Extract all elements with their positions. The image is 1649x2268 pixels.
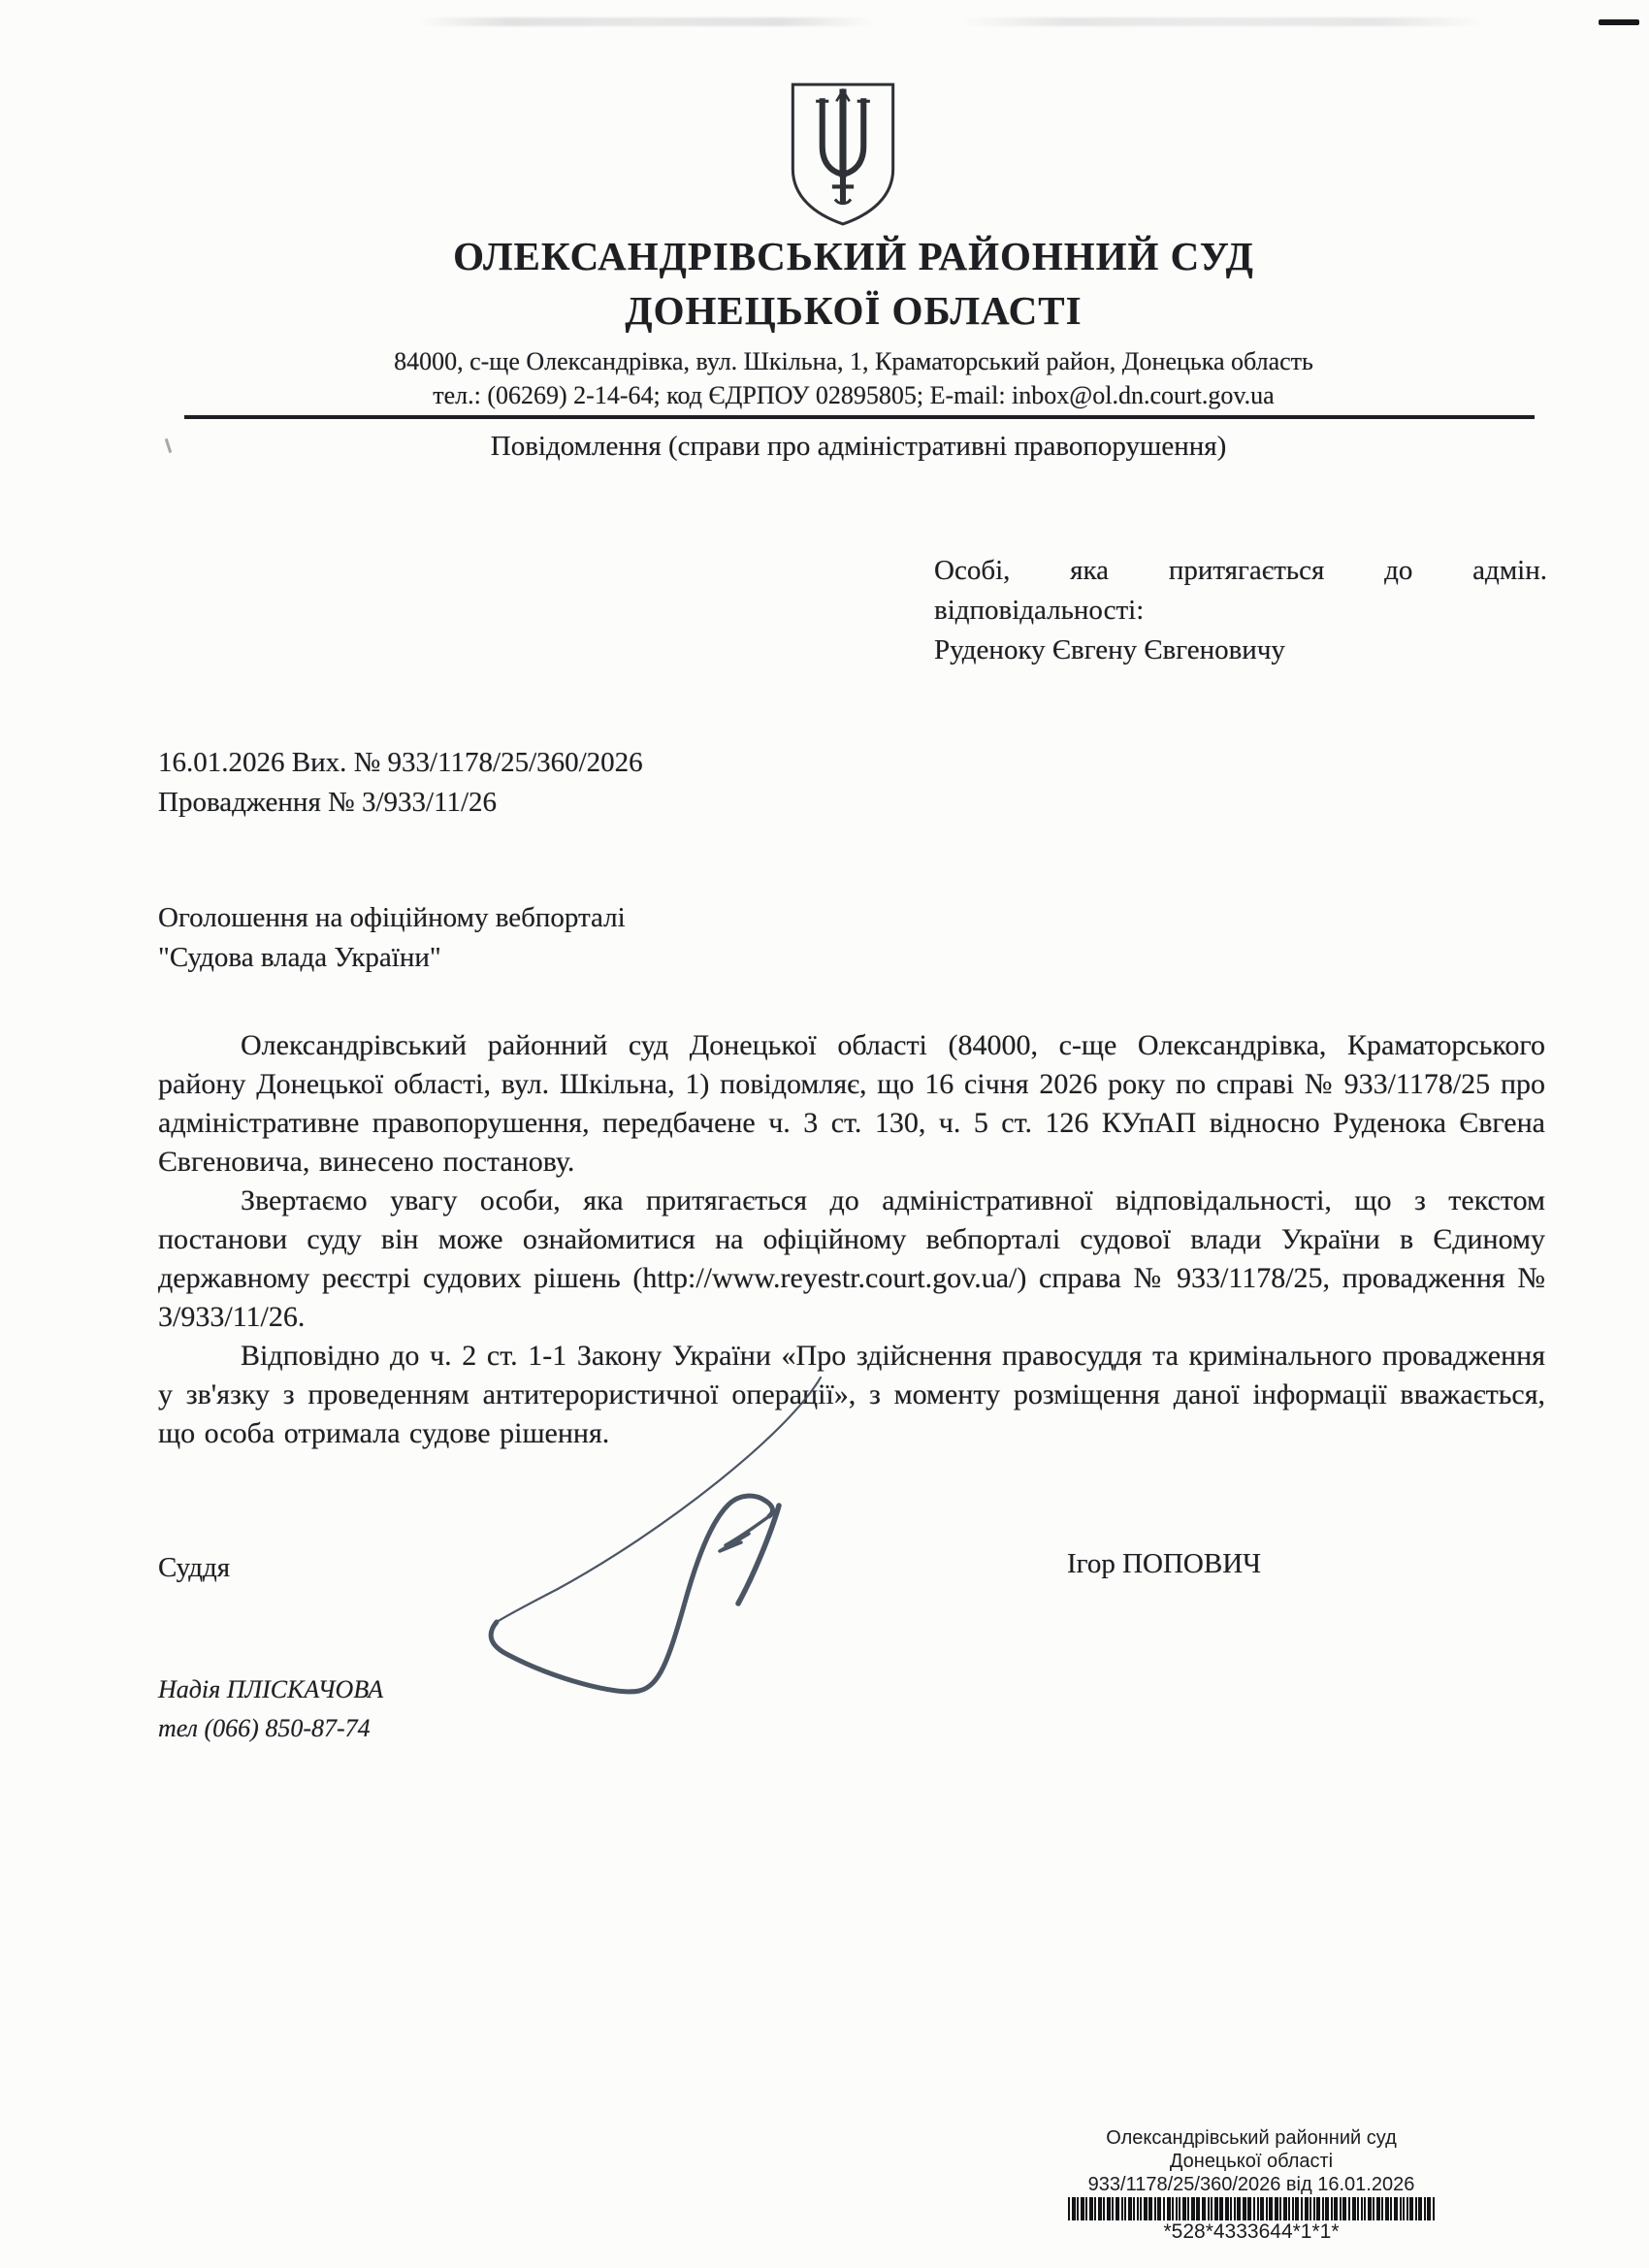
court-contacts-line: тел.: (06269) 2-14-64; код ЄДРПОУ 02895805; E-mail: inbox@ol.dn.court.gov.ua bbox=[433, 381, 1275, 409]
outgoing-number-line: 16.01.2026 Вих. № 933/1178/25/360/2026 bbox=[158, 747, 643, 778]
assistant-block bbox=[158, 1670, 383, 1748]
assistant-name: Надія ПЛІСКАЧОВА bbox=[158, 1675, 384, 1703]
court-letterhead bbox=[175, 233, 1533, 411]
header-divider-line bbox=[184, 415, 1535, 419]
body-paragraph-3: Відповідно до ч. 2 ст. 1-1 Закону України «Про здійснення правосуддя та кримінального провадження у зв'язку з проведенням антитерористичної операції», з моменту розміщення даної інформації вважається, що особа отримала судове рішення. bbox=[158, 1340, 1545, 1449]
announcement-line1: Оголошення на офіційному вебпорталі bbox=[158, 902, 626, 933]
ukraine-trident-emblem-icon bbox=[784, 78, 902, 231]
reference-block bbox=[158, 743, 643, 823]
assistant-phone: тел (066) 850-87-74 bbox=[158, 1714, 371, 1742]
footer-court-line1: Олександрівський районний суд bbox=[1106, 2127, 1397, 2149]
court-name-line1: ОЛЕКСАНДРІВСЬКИЙ РАЙОННИЙ СУД bbox=[453, 234, 1254, 278]
notice-body bbox=[158, 1026, 1545, 1453]
footer-court-line2: Донецької області bbox=[1169, 2151, 1334, 2172]
body-paragraph-2: Звертаємо увагу особи, яка притягається до адміністративної відповідальності, що з текстом постанови суду він може ознайомитися на офіційному вебпорталі судової влади України в Єдиному державному реєстрі судових рішень (http://www.reyestr.court.gov.ua/) справа № 933/1178/25, провадження № 3/933/11/26. bbox=[158, 1184, 1545, 1333]
court-name-line2: ДОНЕЦЬКОЇ ОБЛАСТІ bbox=[625, 288, 1083, 333]
addressee-block bbox=[934, 551, 1547, 670]
addressee-line1: Особі, яка притягається до адмін. bbox=[934, 555, 1547, 586]
barcode bbox=[1068, 2197, 1435, 2220]
judge-role-label: Суддя bbox=[158, 1552, 231, 1583]
judge-name: Ігор ПОПОВИЧ bbox=[1067, 1548, 1261, 1579]
scan-corner-dash bbox=[1599, 19, 1639, 25]
body-paragraph-1: Олександрівський районний суд Донецької області (84000, с-ще Олександрівка, Краматорського району Донецької області, вул. Шкільна, 1) повідомляє, що 16 січня 2026 року по справі № 933/1178/25 про адміністративне правопорушення, передбачене ч. 3 ст. 130, ч. 5 ст. 126 КУпАП відносно Руденока Євгена Євгеновича, винесено постанову. bbox=[158, 1029, 1545, 1178]
announcement-line2: "Судова влада України" bbox=[158, 942, 441, 973]
scan-smudge bbox=[960, 17, 1484, 26]
footer-doc-number: 933/1178/25/360/2026 від 16.01.2026 bbox=[1087, 2174, 1415, 2195]
court-address-line: 84000, с-ще Олександрівка, вул. Шкільна, 1, Краматорський район, Донецька область bbox=[394, 347, 1313, 375]
barcode-value: *528*4333644*1*1* bbox=[1163, 2220, 1340, 2243]
footer-stamp-block bbox=[1062, 2126, 1440, 2244]
proceeding-number-line: Провадження № 3/933/11/26 bbox=[158, 787, 498, 818]
addressee-name: Руденоку Євгену Євгеновичу bbox=[934, 634, 1285, 665]
addressee-line2: відповідальності: bbox=[934, 595, 1145, 626]
scan-smudge bbox=[417, 17, 873, 26]
scan-speck bbox=[165, 438, 172, 453]
subject-line: Повідомлення (справи про адміністративні правопорушення) bbox=[490, 431, 1227, 462]
announcement-block bbox=[158, 898, 626, 978]
